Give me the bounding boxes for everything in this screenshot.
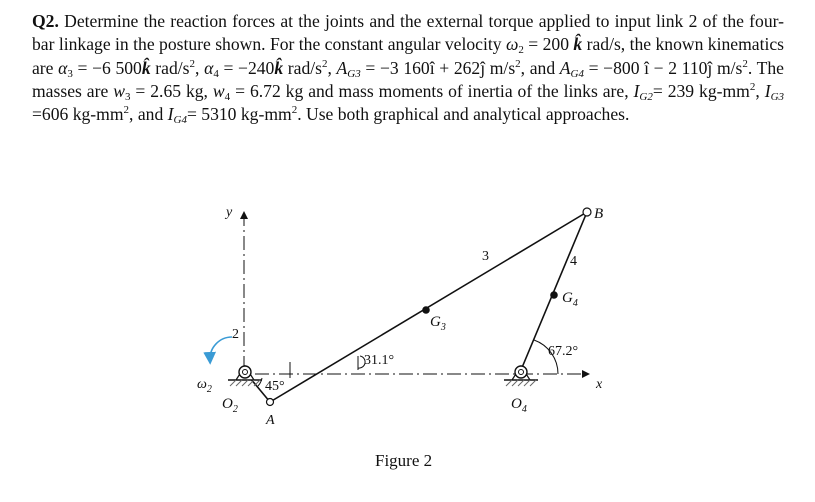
sub-omega2: 2 — [518, 44, 524, 57]
unit-alpha3: rad/s — [150, 57, 190, 78]
val-alpha3: = −6 500 — [72, 57, 142, 78]
val-AG4: = −800 î − 2 110ĵ m/s — [583, 57, 743, 78]
k-hat: k̂ — [274, 57, 284, 78]
link-4-label: 4 — [570, 254, 577, 269]
val-AG3: = −3 160î + 262ĵ m/s — [360, 57, 516, 78]
val-IG3: =606 kg-mm — [32, 104, 124, 125]
sup-sq: 2 — [515, 57, 521, 70]
sub-AG3: G3 — [347, 67, 361, 80]
sup-sq: 2 — [322, 57, 328, 70]
sep: , — [327, 57, 337, 78]
sup-sq: 2 — [189, 57, 196, 70]
ground-O4 — [504, 366, 538, 386]
val-omega2: = 200 — [523, 34, 574, 55]
val-IG2: = 239 kg-mm — [652, 80, 750, 101]
k-hat: k̂ — [141, 57, 151, 78]
O4-label: $O_4$ — [511, 396, 527, 415]
x-axis-label: x — [596, 377, 603, 392]
val-IG4: = 5310 kg-mm — [186, 104, 292, 125]
text-end: . Use both graphical and analytical approaches. — [297, 104, 630, 125]
sup-sq: 2 — [123, 104, 130, 117]
pin-A — [267, 399, 274, 406]
omega2-label: $\omega_2$ — [197, 377, 212, 395]
sym-AG3: A — [336, 57, 348, 78]
link-3-label: 3 — [482, 249, 489, 264]
sym-w4: w — [212, 80, 225, 101]
G4-point — [550, 291, 558, 299]
O2-label: $O_2$ — [222, 396, 238, 415]
angle-31-label: 31.1° — [364, 353, 395, 368]
k-hat: k̂ — [573, 34, 583, 55]
sub-w4: 4 — [224, 90, 231, 103]
sub-IG4: G4 — [173, 114, 187, 127]
G4-label: $G_4$ — [562, 290, 578, 309]
sep: , — [755, 80, 765, 101]
sup-sq: 2 — [291, 104, 298, 117]
G3-point — [422, 306, 430, 314]
sym-IG2: I — [633, 80, 640, 101]
unit-alpha4: rad/s — [283, 57, 322, 78]
sub-w3: 3 — [124, 90, 131, 103]
text-intro: Determine the reaction forces at the joints and the external torque applied to input link 2 of the four-bar linkage in the posture shown. For the constant angular velocity — [32, 11, 784, 55]
sep: , — [195, 57, 205, 78]
sub-AG4: G4 — [570, 67, 584, 80]
sub-alpha4: 4 — [213, 67, 219, 80]
angle-45-label: 45° — [265, 379, 285, 394]
y-axis-label: y — [226, 205, 233, 220]
sym-alpha4: α — [204, 57, 214, 78]
sym-AG4: A — [559, 57, 571, 78]
link-2-label: 2 — [232, 327, 239, 342]
text-rad-s: rad/s, the known kinematics are — [32, 34, 784, 78]
sym-w3: w — [113, 80, 125, 101]
text-masses: . The masses are — [32, 57, 784, 101]
sym-alpha3: α — [58, 57, 68, 78]
val-alpha4: = −240 — [218, 57, 275, 78]
sym-IG4: I — [167, 104, 174, 125]
question-number: Q2. — [32, 11, 59, 31]
pin-B — [583, 208, 591, 216]
figure-caption: Figure 2 — [375, 451, 433, 470]
text-and: , and — [520, 57, 560, 78]
sup-sq: 2 — [742, 57, 748, 70]
point-B-label: B — [594, 206, 604, 222]
sym-omega2: ω — [505, 34, 519, 55]
val-w3: = 2.65 kg, — [130, 80, 213, 101]
sub-IG3: G3 — [770, 90, 785, 103]
sym-IG3: I — [764, 80, 771, 101]
point-A-label: A — [266, 413, 275, 428]
G3-label: $G_3$ — [430, 314, 446, 333]
ground-O2 — [228, 366, 262, 386]
val-w4: = 6.72 kg and mass moments of inertia of the links are, — [230, 80, 634, 101]
omega2-arrow — [210, 337, 232, 360]
text-and: , and — [129, 104, 168, 125]
angle-67-label: 67.2° — [548, 344, 579, 359]
sub-alpha3: 3 — [67, 67, 73, 80]
sup-sq: 2 — [749, 80, 756, 93]
sub-IG2: G2 — [639, 90, 653, 103]
